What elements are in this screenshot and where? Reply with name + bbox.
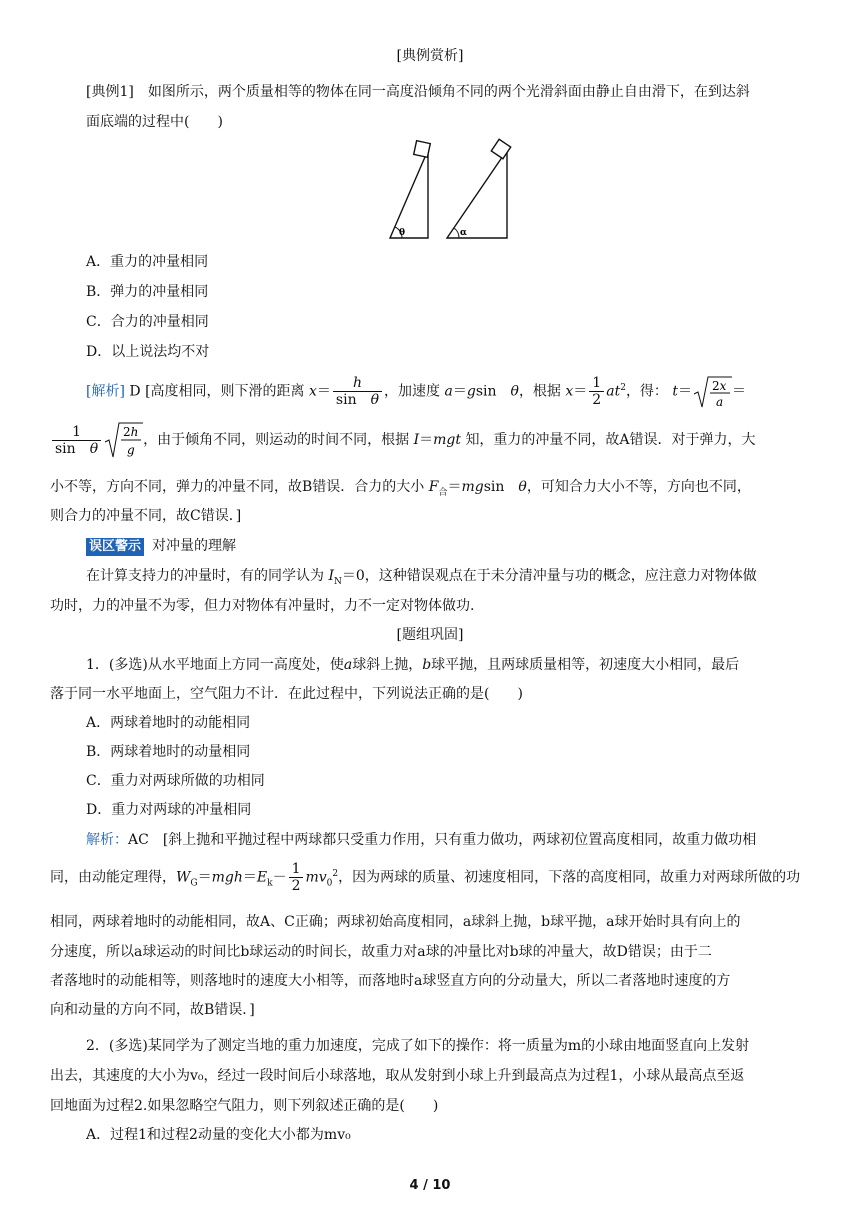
q1-answer-text: 同，由动能定理得，: [50, 869, 176, 886]
q1-answer-line-3: 相同，两球着地时的动能相同，故A、C正确；两球初始高度相同，a球斜上抛，b球平抛，a球开始时具有向上的: [50, 914, 741, 930]
analysis-text: ，可知合力大小不等，方向也不同，: [526, 479, 751, 495]
q1-answer-line-4: 分速度，所以a球运动的时间比b球运动的时间长，故重力对a球的冲量比对b球的冲量大，故D错误；由于二: [50, 944, 712, 960]
q1-text: 球斜上抛，: [352, 657, 423, 673]
analysis-text: 小不等，方向不同，弹力的冲量不同，故B错误．合力的大小: [50, 479, 425, 495]
example-option-a: A．重力的冲量相同: [86, 254, 209, 270]
page-number: 4 / 10: [409, 1178, 451, 1193]
example-line-1: [86, 82, 778, 102]
q1-option-d: D．重力对两球的冲量相同: [86, 802, 252, 818]
q1-option-c: C．重力对两球所做的功相同: [86, 773, 265, 789]
q1-answer-text: [斜上抛和平抛过程中两球都只受重力作用，只有重力做功，两球初位置高度相同，故重力做功相: [162, 832, 757, 848]
example-text-1: 如图所示，两个质量相等的物体在同一高度沿倾角不同的两个光滑斜面由静止自由滑下，在到达斜: [147, 84, 750, 100]
warning-line-2: 功时，力的冲量不为零，但力对物体有冲量时，力不一定对物体做功.: [50, 598, 475, 614]
q2-line-1: 2．(多选)某同学为了测定当地的重力加速度，完成了如下的操作：将一质量为m的小球由地面竖直向上发射: [86, 1038, 750, 1054]
q1-answer-line-1: [86, 830, 778, 850]
q1-option-b: B．两球着地时的动量相同: [86, 744, 251, 760]
q1-answer-line-6: 向和动量的方向不同，故B错误．]: [50, 1002, 255, 1018]
analysis-text: ，得：: [625, 383, 668, 400]
analysis-label: [解析]: [86, 383, 125, 400]
analysis-text: 知，重力的冲量不同，故A错误．对于弹力，大: [465, 432, 756, 448]
q1-answer-line-2: 同，由动能定理得，$W_G=mgh=E_k-$ $\frac{1}{2}$ $mv_0^2$，因为两球的质量、初速度相同，下落的高度相同，故重力对两球所做的功: [50, 861, 801, 895]
q1-line-2: 落于同一水平地面上，空气阻力不计．在此过程中，下列说法正确的是( ): [50, 686, 523, 702]
q2-line-3: 回地面为过程2.如果忽略空气阻力，则下列叙述正确的是( ): [50, 1098, 439, 1114]
svg-text:2h: 2h: [123, 425, 139, 439]
warning-title: 对冲量的理解: [152, 538, 237, 554]
example-option-d: D．以上说法均不对: [86, 344, 210, 360]
q1-answer-line-5: 者落地时的动能相等，则落地时的速度大小相等，而落地时a球竖直方向的分动量大，所以二者落地时速度的方: [50, 973, 731, 989]
example-text-2: 面底端的过程中( ): [86, 114, 223, 130]
svg-text:2x: 2x: [712, 378, 727, 393]
q1-answer-text: ，因为两球的质量、初速度相同，下落的高度相同，故重力对两球所做的功: [338, 869, 801, 886]
analysis-line-3: 小不等，方向不同，弹力的冲量不同，故B错误．合力的大小 $F_合=mgsin$ θ，可知合力大小不等，方向也不同，: [50, 479, 751, 498]
q1-answer-label: 解析：: [86, 832, 128, 848]
q1-line-1: 1．(多选)从水平地面上方同一高度处，使a球斜上抛，b球平抛，且两球质量相等，初速度大小相同，最后: [86, 657, 740, 673]
analysis-text: ，加速度: [384, 383, 441, 400]
section2-title: [题组巩固]: [396, 627, 464, 643]
analysis-line-1: [解析] D [高度相同，则下滑的距离 x＝ $\frac{h}{\text{sin θ}}$ ，加速度 a＝gsin θ，根据 x＝ $\frac{1}{2}$ $at^2$，得： t＝ 2x a ＝: [86, 375, 747, 409]
q1-text: 球平抛，且两球质量相等，初速度大小相同，最后: [431, 657, 740, 673]
warning-line-1: 在计算支持力的冲量时，有的同学认为 $I_N=0$，这种错误观点在于未分清冲量与功的概念，应注意力对物体做: [86, 568, 757, 587]
inclined-planes-figure: [385, 138, 515, 242]
example-label: [典例1]: [86, 84, 134, 100]
q1-text: 1．(多选)从水平地面上方同一高度处，使: [86, 657, 344, 673]
q1-option-a: A．两球着地时的动能相同: [86, 715, 251, 731]
svg-text:g: g: [127, 443, 135, 457]
analysis-text: ，根据: [518, 383, 561, 400]
analysis-line-4: 则合力的冲量不同，故C错误．]: [50, 508, 242, 524]
q2-line-2: 出去，其速度的大小为v₀，经过一段时间后小球落地，取从发射到小球上升到最高点为过程1，小球从最高点至返: [50, 1068, 745, 1084]
analysis-text: [高度相同，则下滑的距离: [145, 383, 305, 400]
example-option-c: C．合力的冲量相同: [86, 314, 209, 330]
section-title: [典例赏析]: [396, 48, 464, 64]
svg-text:a: a: [716, 394, 724, 409]
q1-answer: AC: [128, 832, 149, 848]
warning-badge: 误区警示: [86, 538, 144, 556]
angle-theta-label: θ: [399, 228, 406, 238]
warning-text: ，这种错误观点在于未分清冲量与功的概念，应注意力对物体做: [364, 568, 757, 584]
analysis-answer: D: [129, 383, 141, 400]
warning-text: 在计算支持力的冲量时，有的同学认为: [86, 568, 324, 584]
q2-option-a: A．过程1和过程2动量的变化大小都为mv₀: [86, 1127, 351, 1143]
example-option-b: B．弹力的冲量相同: [86, 284, 209, 300]
angle-alpha-label: α: [460, 228, 467, 238]
analysis-line-2: $\frac{1}{\text{sin θ}}$ 2h g ，由于倾角不同，则运动的时间不同，根据 I＝mgt 知，重力的冲量不同，故A错误．对于弹力，大: [50, 420, 810, 460]
warning-heading: [86, 536, 778, 556]
analysis-text: ，由于倾角不同，则运动的时间不同，根据: [143, 432, 410, 448]
